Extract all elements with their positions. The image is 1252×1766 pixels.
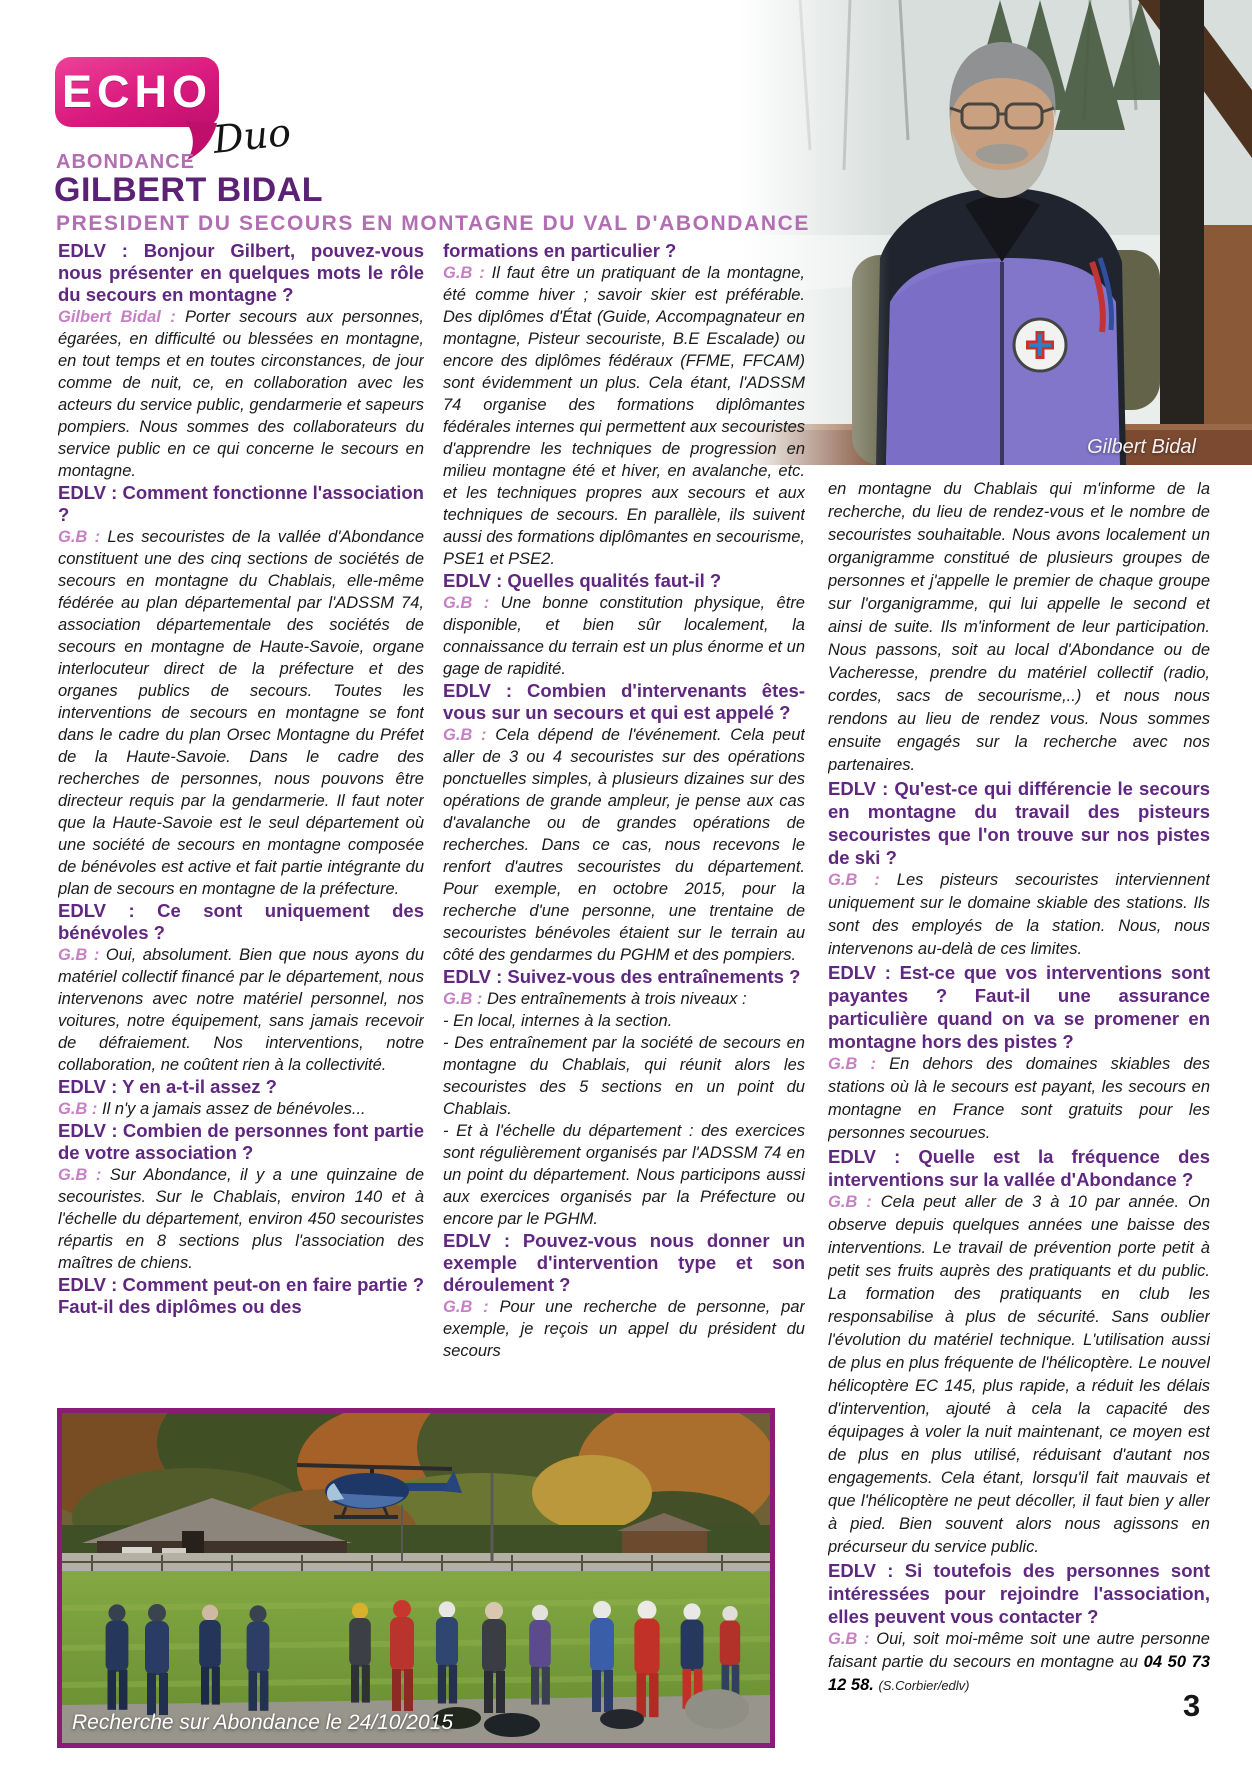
interview-answer: G.B : Des entraînements à trois niveaux : bbox=[443, 990, 747, 1008]
interview-answer: G.B : Les pisteurs secouristes interviennent uniquement sur le domaine skiable des stations. Ils sont des employés de la station. Nous, nous intervenons au-delà de ces limites. bbox=[828, 871, 1210, 958]
speaker-label: G.B : bbox=[443, 990, 487, 1008]
portrait-caption: Gilbert Bidal bbox=[1087, 436, 1196, 458]
interview-question: EDLV : Quelle est la fréquence des interventions sur la vallée d'Abondance ? bbox=[828, 1146, 1210, 1190]
portrait-photo-art bbox=[740, 0, 1252, 465]
page-title: GILBERT BIDAL bbox=[54, 171, 324, 209]
page-subtitle: PRESIDENT DU SECOURS EN MONTAGNE DU VAL D'ABONDANCE bbox=[56, 212, 810, 235]
echo-logo-text: ECHO bbox=[61, 66, 212, 117]
speaker-label: Gilbert Bidal : bbox=[58, 308, 186, 326]
interview-answer: G.B : Une bonne constitution physique, être disponible, et bien sûr localement, la connaissance du terrain est un plus énorme et un gage de rapidité. bbox=[443, 594, 805, 678]
interview-question: EDLV : Combien de personnes font partie de votre association ? bbox=[58, 1120, 424, 1163]
rescue-photo-art bbox=[62, 1413, 770, 1743]
interview-answer: G.B : En dehors des domaines skiables des stations où là le secours est payant, les secours en montagne en France sont gratuits pour les personnes secourues. bbox=[828, 1055, 1210, 1142]
echo-logo-script: Duo bbox=[210, 110, 293, 162]
interview-question: EDLV : Combien d'intervenants êtes-vous sur un secours et qui est appelé ? bbox=[443, 680, 805, 723]
echo-logo bbox=[55, 57, 219, 127]
interview-answer: - Et à l'échelle du département : des exercices sont régulièrement organisés par l'ADSSM 74 en un point du département. Nous participons aussi aux exercices organisés par la Préfecture ou encore par le PGHM. bbox=[443, 1122, 805, 1228]
interview-answer: G.B : Oui, soit moi-même soit une autre personne faisant partie du secours en montagne au 04 50 73 12 58. (S.Corbier/edlv) bbox=[828, 1630, 1210, 1694]
interview-question: EDLV : Suivez-vous des entraînements ? bbox=[443, 966, 801, 987]
speaker-label: G.B : bbox=[443, 594, 501, 612]
portrait-photo bbox=[740, 0, 1252, 465]
speaker-label: G.B : bbox=[828, 1055, 890, 1073]
interview-answer: G.B : Pour une recherche de personne, par exemple, je reçois un appel du président du secours bbox=[443, 1298, 805, 1360]
interview-question: EDLV : Bonjour Gilbert, pouvez-vous nous présenter en quelques mots le rôle du secours en montagne ? bbox=[58, 240, 424, 305]
interview-answer: G.B : Cela peut aller de 3 à 10 par année. On observe depuis quelques années une baisse des interventions. Le travail de prévention porte petit à petit ses fruits auprès des pratiquants et du public. La formation des pratiquants en club les responsabilise à plus de sécurité. Sans oublier l'évolution du matériel technique. L'utilisation aussi de plus en plus fréquente de l'hélicoptère. Le nouvel hélicoptère EC 145, plus rapide, a réduit les délais d'intervention, ajouté à cela la capacité des équipages à voler la nuit maintenant, ce moyen est de plus en plus utilisé, réduisant d'autant nos engagements. Cela étant, lorsqu'il fait mauvais et que l'hélicoptère ne peut décoller, il faut bien y aller à pied. Bien souvent alors nous agissons en précurseur du service public. bbox=[828, 1193, 1210, 1556]
speaker-label: G.B : bbox=[58, 946, 106, 964]
speaker-label: G.B : bbox=[443, 726, 496, 744]
interview-question: EDLV : Quelles qualités faut-il ? bbox=[443, 570, 722, 591]
speaker-label: G.B : bbox=[828, 1193, 881, 1211]
interview-question: EDLV : Pouvez-vous nous donner un exemple d'intervention type et son déroulement ? bbox=[443, 1230, 805, 1295]
interview-answer: G.B : Il n'y a jamais assez de bénévoles... bbox=[58, 1100, 366, 1118]
speaker-label: G.B : bbox=[828, 1630, 877, 1648]
article-column-3 bbox=[828, 478, 1210, 1724]
rescue-photo bbox=[57, 1408, 775, 1748]
interview-question: EDLV : Si toutefois des personnes sont intéressées pour rejoindre l'association, elles peuvent vous contacter ? bbox=[828, 1560, 1210, 1627]
speaker-label: G.B : bbox=[58, 1100, 102, 1118]
interview-answer: G.B : Sur Abondance, il y a une quinzaine de secouristes. Sur le Chablais, environ 140 et à l'échelle du département, environ 450 secouristes répartis en 8 sections plus l'association des maîtres de chiens. bbox=[58, 1166, 424, 1272]
interview-question: EDLV : Comment peut-on en faire partie ? Faut-il des diplômes ou des bbox=[58, 1274, 424, 1317]
interview-answer: G.B : Il faut être un pratiquant de la montagne, été comme hiver ; savoir skier est préférable. Des diplômes d'État (Guide, Accompagnateur en montagne, Pisteur secouriste, B.E Escalade) ou encore des diplômes fédéraux (FFME, FFCAM) sont évidemment un plus. Cela étant, l'ADSSM 74 organise des formations diplômantes fédérales internes qui permettent aux secouristes d'apprendre les techniques de progression en milieu montagne été et hiver, en avalanche, etc. et les techniques propres aux secours et aux techniques de secours. En parallèle, ils suivent aussi des formations diplômantes en secourisme, PSE1 et PSE2. bbox=[443, 264, 805, 568]
interview-answer: - Des entraînement par la société de secours en montagne du Chablais, qui réunit alors les secouristes des 5 sections en un point du Chablais. bbox=[443, 1034, 805, 1118]
interview-question: EDLV : Est-ce que vos interventions sont payantes ? Faut-il une assurance particulière quand on va se promener en montagne hors des pistes ? bbox=[828, 962, 1210, 1052]
kicker: ABONDANCE bbox=[56, 151, 195, 173]
speaker-label: G.B : bbox=[443, 1298, 500, 1316]
page-number: 3 bbox=[1183, 1688, 1201, 1723]
interview-answer: G.B : Cela dépend de l'événement. Cela peut aller de 3 ou 4 secouristes sur des opérations ponctuelles simples, à plusieurs dizaines sur des opérations de grande ampleur, je pense aux cas d'avalanche ou de grandes opérations de recherches. Dans ce cas, nous recevons le renfort d'autres secouristes du département. Pour exemple, en octobre 2015, pour la recherche d'une personne, une trentaine de secouristes bénévoles étaient sur le terrain au côté des gendarmes du PGHM et des pompiers. bbox=[443, 726, 805, 964]
speaker-label: G.B : bbox=[828, 871, 897, 889]
interview-question: EDLV : Qu'est-ce qui différencie le secours en montagne du travail des pisteurs secouristes que l'on trouve sur nos pistes de ski ? bbox=[828, 778, 1210, 868]
interview-answer: - En local, internes à la section. bbox=[443, 1012, 673, 1030]
speaker-label: G.B : bbox=[58, 1166, 110, 1184]
interview-question: formations en particulier ? bbox=[443, 240, 677, 261]
interview-question: EDLV : Y en a-t-il assez ? bbox=[58, 1076, 277, 1097]
article-column-1 bbox=[58, 240, 424, 1402]
interview-question: EDLV : Comment fonctionne l'association ? bbox=[58, 482, 424, 525]
speaker-label: G.B : bbox=[58, 528, 108, 546]
interview-answer: G.B : Les secouristes de la vallée d'Abondance constituent une des cinq sections de sociétés de secours en montagne du Chablais, elle-même fédérée au plan départemental par l'ADSSM 74, association départementale des sociétés de secours en montagne de Haute-Savoie, organe interlocuteur direct de la préfecture et des organes publics de secours. Toutes les interventions de secours en montagne se font dans le cadre du plan Orsec Montagne du Préfet de la Haute-Savoie. Dans le cadre des recherches de personnes, nous pouvons être directeur requis par la gendarmerie. Il faut noter que la Haute-Savoie est le seul département où une société de secours en montagne composée de bénévoles est active et fait partie intégrante du plan de secours en montagne de la préfecture. bbox=[58, 528, 424, 898]
interview-answer: G.B : Oui, absolument. Bien que nous ayons du matériel collectif financé par le département, nous intervenons avec notre matériel personnel, nos voitures, notre équipement, sans jamais recevoir de défraiement. Nos interventions, notre collaboration, ne coûtent rien à la collectivité. bbox=[58, 946, 424, 1074]
speaker-label: G.B : bbox=[443, 264, 492, 282]
interview-question: EDLV : Ce sont uniquement des bénévoles ? bbox=[58, 900, 424, 943]
article-column-2 bbox=[443, 240, 805, 1402]
interview-answer: en montagne du Chablais qui m'informe de la recherche, du lieu de rendez-vous et le nombre de secouristes souhaitable. Nous avons localement un organigramme constitué de plusieurs groupes de personnes et j'appelle le premier de chaque groupe sur l'organigramme, qui lui appelle le second et ainsi de suite. Ils m'informent de leur participation. Nous passons, soit au local d'Abondance ou de Vacheresse, prendre du matériel collectif (radio, cordes, sacs de secourisme,..) et nous nous rendons au lieu de rendez vous. Nous sommes ensuite engagés sur la recherche avec nos partenaires. bbox=[828, 480, 1210, 774]
interview-answer: Gilbert Bidal : Porter secours aux personnes, égarées, en difficulté ou blessées en montagne, en tout temps et en toutes circonstances, de jour comme de nuit, ce, en collaboration avec les acteurs du service public, gendarmerie et sapeurs pompiers. Nous sommes des collaborateurs du service public en ce qui concerne le secours en montagne. bbox=[58, 308, 424, 480]
rescue-photo-caption: Recherche sur Abondance le 24/10/2015 bbox=[72, 1711, 453, 1734]
